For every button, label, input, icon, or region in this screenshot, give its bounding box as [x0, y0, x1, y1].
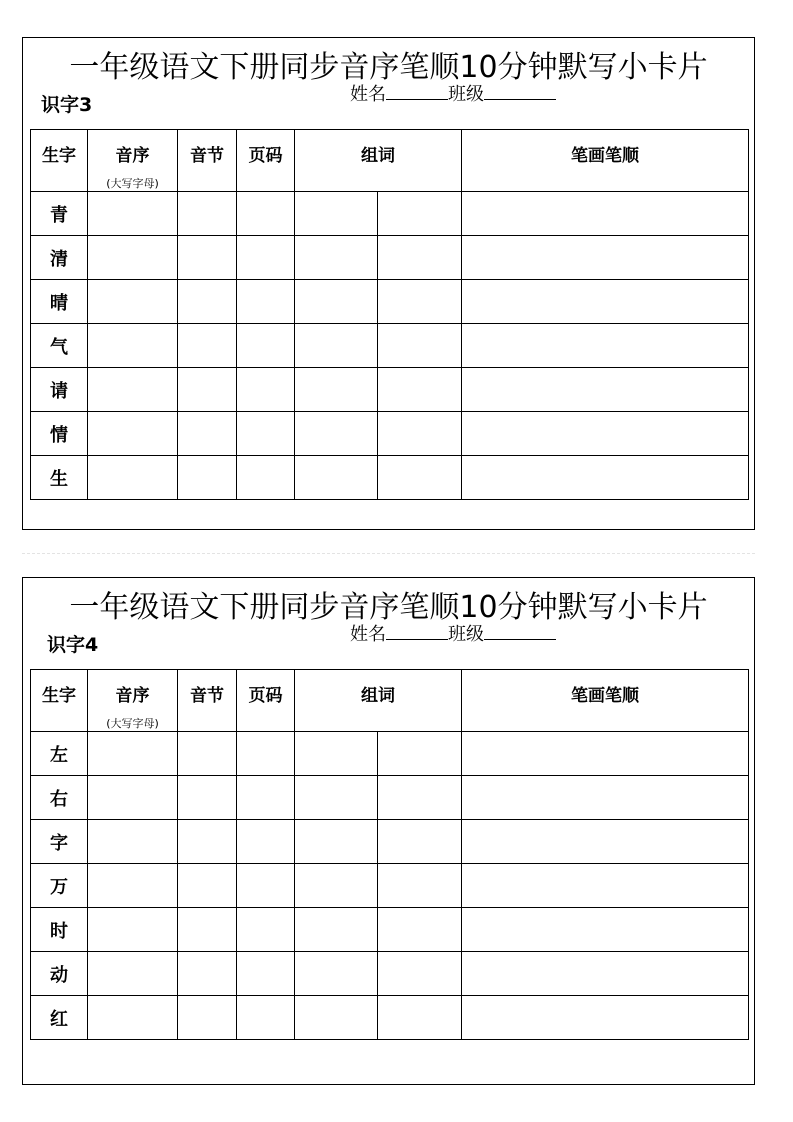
table-row — [31, 324, 749, 368]
word-cell-1[interactable] — [295, 908, 378, 952]
word-cell-2[interactable] — [378, 776, 462, 820]
page-cell[interactable] — [237, 996, 295, 1040]
dictation-card-1 — [22, 37, 755, 530]
word-cell-1[interactable] — [295, 864, 378, 908]
word-cell-2[interactable] — [378, 952, 462, 996]
page-cell[interactable] — [237, 368, 295, 412]
page-cell[interactable] — [237, 776, 295, 820]
header-strokes: 笔画笔顺 — [462, 130, 749, 192]
card-title: 一年级语文下册同步音序笔顺10分钟默写小卡片 — [69, 50, 708, 85]
table-row — [31, 996, 749, 1040]
char-cell: 青 — [31, 192, 88, 236]
header-index-note: (大写字母) — [106, 177, 159, 190]
char-cell: 动 — [31, 952, 88, 996]
name-blank[interactable] — [386, 83, 448, 100]
word-cell-2[interactable] — [378, 280, 462, 324]
name-class-line — [350, 80, 556, 106]
syllable-cell[interactable] — [178, 368, 237, 412]
word-cell-2[interactable] — [378, 236, 462, 280]
word-cell-1[interactable] — [295, 952, 378, 996]
index-cell[interactable] — [88, 412, 178, 456]
char-cell: 字 — [31, 820, 88, 864]
word-cell-2[interactable] — [378, 732, 462, 776]
char-cell: 请 — [31, 368, 88, 412]
header-page: 页码 — [237, 670, 295, 732]
word-cell-1[interactable] — [295, 456, 378, 500]
index-cell[interactable] — [88, 236, 178, 280]
word-cell-2[interactable] — [378, 864, 462, 908]
page-cell[interactable] — [237, 236, 295, 280]
syllable-cell[interactable] — [178, 732, 237, 776]
table-header-row — [31, 670, 749, 732]
character-table — [30, 669, 749, 1040]
table-row — [31, 864, 749, 908]
syllable-cell[interactable] — [178, 412, 237, 456]
name-label: 姓名 — [350, 624, 386, 645]
class-label: 班级 — [448, 624, 484, 645]
index-cell[interactable] — [88, 864, 178, 908]
word-cell-2[interactable] — [378, 368, 462, 412]
header-index-label: 音序 — [115, 686, 150, 706]
page-cell[interactable] — [237, 192, 295, 236]
char-cell: 万 — [31, 864, 88, 908]
table-row — [31, 280, 749, 324]
header-index — [88, 670, 178, 732]
char-cell: 左 — [31, 732, 88, 776]
name-label: 姓名 — [350, 84, 386, 105]
index-cell[interactable] — [88, 456, 178, 500]
lesson-label: 识字3 — [41, 94, 93, 116]
word-cell-2[interactable] — [378, 908, 462, 952]
table-row — [31, 192, 749, 236]
index-cell[interactable] — [88, 776, 178, 820]
header-index — [88, 130, 178, 192]
syllable-cell[interactable] — [178, 908, 237, 952]
strokes-cell[interactable] — [462, 280, 749, 324]
strokes-cell[interactable] — [462, 864, 749, 908]
name-blank[interactable] — [386, 623, 448, 640]
word-cell-1[interactable] — [295, 820, 378, 864]
index-cell[interactable] — [88, 368, 178, 412]
lesson-label: 识字4 — [47, 634, 99, 656]
table-row — [31, 732, 749, 776]
syllable-cell[interactable] — [178, 324, 237, 368]
page-cell[interactable] — [237, 280, 295, 324]
word-cell-2[interactable] — [378, 820, 462, 864]
syllable-cell[interactable] — [178, 776, 237, 820]
table-row — [31, 412, 749, 456]
syllable-cell[interactable] — [178, 280, 237, 324]
word-cell-1[interactable] — [295, 412, 378, 456]
index-cell[interactable] — [88, 732, 178, 776]
syllable-cell[interactable] — [178, 236, 237, 280]
page-cell[interactable] — [237, 412, 295, 456]
word-cell-1[interactable] — [295, 776, 378, 820]
strokes-cell[interactable] — [462, 952, 749, 996]
char-cell: 时 — [31, 908, 88, 952]
page-cell[interactable] — [237, 864, 295, 908]
strokes-cell[interactable] — [462, 368, 749, 412]
char-cell: 右 — [31, 776, 88, 820]
character-table — [30, 129, 749, 500]
strokes-cell[interactable] — [462, 732, 749, 776]
page-cell[interactable] — [237, 820, 295, 864]
table-row — [31, 820, 749, 864]
strokes-cell[interactable] — [462, 456, 749, 500]
header-char: 生字 — [31, 130, 88, 192]
word-cell-1[interactable] — [295, 732, 378, 776]
syllable-cell[interactable] — [178, 192, 237, 236]
table-header-row — [31, 130, 749, 192]
strokes-cell[interactable] — [462, 908, 749, 952]
page-cell[interactable] — [237, 908, 295, 952]
index-cell[interactable] — [88, 908, 178, 952]
strokes-cell[interactable] — [462, 776, 749, 820]
page-cell[interactable] — [237, 456, 295, 500]
table-row — [31, 236, 749, 280]
strokes-cell[interactable] — [462, 236, 749, 280]
char-cell: 晴 — [31, 280, 88, 324]
strokes-cell[interactable] — [462, 412, 749, 456]
word-cell-1[interactable] — [295, 280, 378, 324]
syllable-cell[interactable] — [178, 456, 237, 500]
char-cell: 清 — [31, 236, 88, 280]
class-blank[interactable] — [484, 623, 556, 640]
page-cell[interactable] — [237, 324, 295, 368]
char-cell: 情 — [31, 412, 88, 456]
dictation-card-2 — [22, 577, 755, 1085]
class-blank[interactable] — [484, 83, 556, 100]
page-cell[interactable] — [237, 732, 295, 776]
index-cell[interactable] — [88, 324, 178, 368]
word-cell-2[interactable] — [378, 996, 462, 1040]
strokes-cell[interactable] — [462, 996, 749, 1040]
word-cell-2[interactable] — [378, 324, 462, 368]
word-cell-1[interactable] — [295, 192, 378, 236]
syllable-cell[interactable] — [178, 952, 237, 996]
header-syllable: 音节 — [178, 130, 237, 192]
header-page: 页码 — [237, 130, 295, 192]
strokes-cell[interactable] — [462, 192, 749, 236]
word-cell-2[interactable] — [378, 412, 462, 456]
header-syllable: 音节 — [178, 670, 237, 732]
table-row — [31, 952, 749, 996]
word-cell-2[interactable] — [378, 192, 462, 236]
header-words: 组词 — [295, 130, 462, 192]
word-cell-1[interactable] — [295, 324, 378, 368]
index-cell[interactable] — [88, 192, 178, 236]
char-cell: 红 — [31, 996, 88, 1040]
syllable-cell[interactable] — [178, 820, 237, 864]
table-row — [31, 776, 749, 820]
header-index-label: 音序 — [115, 146, 150, 166]
page-cell[interactable] — [237, 952, 295, 996]
char-cell: 气 — [31, 324, 88, 368]
name-class-line — [350, 620, 556, 646]
index-cell[interactable] — [88, 952, 178, 996]
word-cell-1[interactable] — [295, 996, 378, 1040]
strokes-cell[interactable] — [462, 324, 749, 368]
word-cell-1[interactable] — [295, 236, 378, 280]
index-cell[interactable] — [88, 996, 178, 1040]
header-words: 组词 — [295, 670, 462, 732]
word-cell-2[interactable] — [378, 456, 462, 500]
header-index-note: (大写字母) — [106, 717, 159, 730]
class-label: 班级 — [448, 84, 484, 105]
table-row — [31, 368, 749, 412]
word-cell-1[interactable] — [295, 368, 378, 412]
char-cell: 生 — [31, 456, 88, 500]
syllable-cell[interactable] — [178, 864, 237, 908]
header-char: 生字 — [31, 670, 88, 732]
index-cell[interactable] — [88, 820, 178, 864]
card-divider — [22, 553, 755, 554]
card-title: 一年级语文下册同步音序笔顺10分钟默写小卡片 — [69, 590, 708, 625]
syllable-cell[interactable] — [178, 996, 237, 1040]
table-row — [31, 456, 749, 500]
table-row — [31, 908, 749, 952]
strokes-cell[interactable] — [462, 820, 749, 864]
index-cell[interactable] — [88, 280, 178, 324]
header-strokes: 笔画笔顺 — [462, 670, 749, 732]
